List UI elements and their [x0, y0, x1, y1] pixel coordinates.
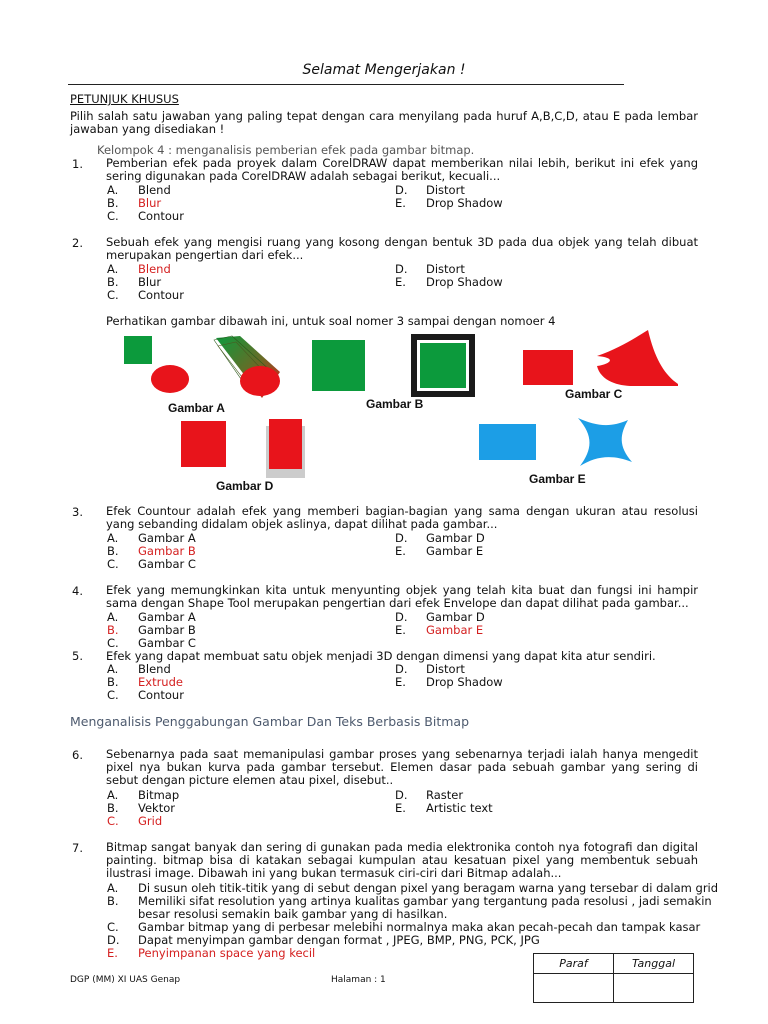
option-a: Blend	[138, 183, 171, 197]
option-letter: A.	[107, 531, 119, 545]
option-letter: E.	[395, 801, 406, 815]
option-letter: B.	[107, 544, 119, 558]
option-letter: C.	[107, 688, 119, 702]
footer-page-number: Halaman : 1	[331, 975, 386, 985]
question-number: 6.	[72, 748, 83, 762]
red-ellipse-shape	[151, 365, 189, 393]
paraf-header: Paraf	[534, 954, 614, 974]
question-number: 1.	[72, 157, 83, 171]
option-letter: A.	[107, 610, 119, 624]
option-letter: B.	[107, 196, 119, 210]
option-letter: B.	[107, 275, 119, 289]
option-b-continued: besar resolusi semakin baik gambar yang di hasilkan.	[138, 907, 448, 921]
option-letter: E.	[395, 275, 406, 289]
option-e: Drop Shadow	[426, 196, 503, 210]
group-info: Kelompok 4 : menganalisis pemberian efek pada gambar bitmap.	[97, 143, 475, 157]
option-letter: E.	[395, 623, 406, 637]
option-letter: D.	[395, 531, 408, 545]
option-letter: C.	[107, 557, 119, 571]
option-e: Gambar E	[426, 544, 484, 558]
option-b: Memiliki sifat resolution yang artinya kualitas gambar yang tergantung pada resolusi , jadi semakin	[138, 894, 712, 908]
option-b: Gambar B	[138, 623, 196, 637]
option-letter: D.	[107, 933, 120, 947]
option-letter: C.	[107, 209, 119, 223]
option-a-answer: Blend	[138, 262, 171, 276]
figure-label-c: Gambar C	[565, 387, 623, 401]
blend-shape	[214, 336, 280, 398]
green-square-shape	[124, 336, 152, 364]
question-text: Efek yang memungkinkan kita untuk menyunting objek yang telah kita buat dan fungsi ini hampir sama dengan Shape Tool merupakan pengertian dari efek Envelope dan dapat dilihat pada gambar...	[106, 583, 698, 610]
figure-label-e: Gambar E	[529, 472, 586, 486]
figure-label-a: Gambar A	[168, 401, 225, 415]
option-e-answer: Penyimpanan space yang kecil	[138, 946, 316, 960]
option-a: Blend	[138, 662, 171, 676]
option-letter: D.	[395, 183, 408, 197]
option-letter: C.	[107, 636, 119, 650]
option-a: Bitmap	[138, 788, 180, 802]
red-square-shape	[181, 421, 226, 467]
option-letter: A.	[107, 183, 119, 197]
option-d: Distort	[426, 183, 465, 197]
footer-course: DGP (MM) XI UAS Genap	[70, 975, 181, 985]
page-title: Selamat Mengerjakan !	[302, 62, 466, 78]
instructions-heading: PETUNJUK KHUSUS	[70, 92, 179, 106]
option-b-answer: Extrude	[138, 675, 183, 689]
question-text: Efek yang dapat membuat satu objek menjadi 3D dengan dimensi yang dapat kita atur sendiri.	[106, 649, 656, 663]
option-d: Gambar D	[426, 610, 485, 624]
signature-table	[533, 953, 694, 1003]
option-letter: B.	[107, 801, 119, 815]
option-letter: D.	[395, 788, 408, 802]
option-c: Gambar C	[138, 636, 196, 650]
question-number: 2.	[72, 236, 83, 250]
option-letter: C.	[107, 920, 119, 934]
red-rect-shape	[523, 350, 573, 385]
option-letter: E.	[107, 946, 118, 960]
question-text: Pemberian efek pada proyek dalam CorelDRAW dapat memberikan nilai lebih, berikut ini efek yang sering digunakan pada CorelDRAW adalah sebagai berikut, kecuali...	[106, 156, 698, 183]
option-letter: E.	[395, 675, 406, 689]
option-letter: C.	[107, 814, 119, 828]
section-heading: Menganalisis Penggabungan Gambar Dan Teks Berbasis Bitmap	[70, 714, 470, 729]
option-letter: B.	[107, 675, 119, 689]
question-number: 5.	[72, 649, 83, 663]
option-d: Raster	[426, 788, 464, 802]
option-letter: C.	[107, 288, 119, 302]
option-c: Contour	[138, 209, 184, 223]
option-letter: A.	[107, 262, 119, 276]
option-letter: D.	[395, 610, 408, 624]
option-letter: E.	[395, 196, 406, 210]
question-number: 7.	[72, 841, 83, 855]
option-b-answer: Blur	[138, 196, 162, 210]
option-d: Dapat menyimpan gambar dengan format , JPEG, BMP, PNG, PCK, JPG	[138, 933, 540, 947]
option-a: Gambar A	[138, 610, 196, 624]
red-rect-shape	[269, 419, 302, 469]
question-number: 3.	[72, 505, 83, 519]
option-letter: D.	[395, 662, 408, 676]
option-a: Di susun oleh titik-titik yang di sebut dengan pixel yang beragam warna yang tersebar di dalam grid	[138, 881, 719, 895]
option-c: Gambar bitmap yang di perbesar melebihi normalnya maka akan pecah-pecah dan tampak kasar	[138, 920, 701, 934]
option-b: Blur	[138, 275, 162, 289]
option-e: Artistic text	[426, 801, 493, 815]
option-letter: B.	[107, 894, 119, 908]
question-number: 4.	[72, 584, 83, 598]
option-e: Drop Shadow	[426, 675, 503, 689]
option-letter: A.	[107, 662, 119, 676]
option-c: Contour	[138, 688, 184, 702]
figure-label-b: Gambar B	[366, 397, 424, 411]
option-letter: E.	[395, 544, 406, 558]
envelope-shape	[597, 330, 678, 386]
option-d: Distort	[426, 662, 465, 676]
figure-illustrations	[0, 328, 768, 498]
distort-shape	[578, 418, 632, 466]
option-letter: B.	[107, 623, 119, 637]
option-d: Distort	[426, 262, 465, 276]
question-text: Sebuah efek yang mengisi ruang yang kosong dengan bentuk 3D pada dua objek yang telah dibuat merupakan pengertian dari efek...	[106, 235, 698, 262]
option-letter: D.	[395, 262, 408, 276]
green-square-shape	[312, 340, 365, 391]
question-text: Efek Countour adalah efek yang memberi bagian-bagian yang sama dengan ukuran atau resolusi yang sebanding didalam objek aslinya, dapat dilihat pada gambar...	[106, 504, 698, 531]
tanggal-header: Tanggal	[614, 954, 694, 974]
option-e-answer: Gambar E	[426, 623, 484, 637]
option-d: Gambar D	[426, 531, 485, 545]
option-c: Contour	[138, 288, 184, 302]
option-b: Vektor	[138, 801, 175, 815]
question-text: Sebenarnya pada saat memanipulasi gambar proses yang sebenarnya terjadi ialah hanya mengedit pixel nya bukan kurva pada gambar tersebut. Elemen dasar pada sebuah gambar yang sering di sebut dengan picture elemen atau pixel, disebut..	[106, 747, 698, 787]
option-c: Gambar C	[138, 557, 196, 571]
figure-intro: Perhatikan gambar dibawah ini, untuk soal nomer 3 sampai dengan nomoer 4	[106, 314, 556, 328]
paraf-cell	[534, 974, 614, 1003]
instructions-text: Pilih salah satu jawaban yang paling tepat dengan cara menyilang pada huruf A,B,C,D, atau E pada lembar jawaban yang disediakan !	[70, 109, 698, 136]
option-e: Drop Shadow	[426, 275, 503, 289]
option-c-answer: Grid	[138, 814, 163, 828]
option-b-answer: Gambar B	[138, 544, 196, 558]
blue-rect-shape	[479, 424, 536, 460]
option-letter: A.	[107, 788, 119, 802]
option-letter: A.	[107, 881, 119, 895]
title-divider	[68, 84, 624, 85]
figure-label-d: Gambar D	[216, 479, 274, 493]
option-a: Gambar A	[138, 531, 196, 545]
tanggal-cell	[614, 974, 694, 1003]
question-text: Bitmap sangat banyak dan sering di gunakan pada media elektronika contoh nya fotografi dan digital painting. bitmap bisa di katakan sebagai kumpulan atau kesatuan pixel yang membentuk sebuah ilustrasi image. Dibawah ini yang bukan termasuk ciri-ciri dari Bitmap adalah...	[106, 840, 698, 880]
